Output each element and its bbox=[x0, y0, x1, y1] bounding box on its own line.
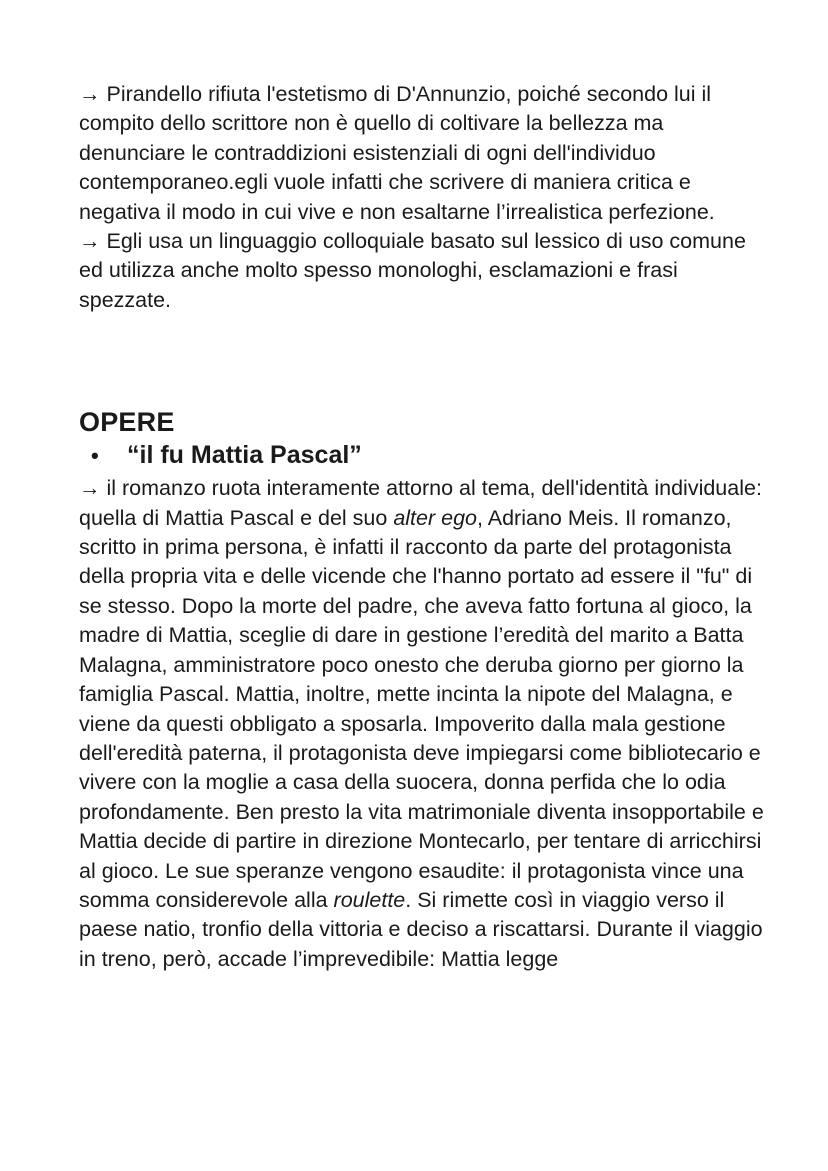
summary-emphasis-alter-ego: alter ego bbox=[393, 505, 477, 530]
summary-text-part-3: . Si rimette così in viaggio verso il paese natio, tronfio della vittoria e deciso a riscattarsi. Durante il viaggio in treno, però, accade l’imprevedibile: Mattia legge bbox=[79, 887, 763, 971]
summary-text-part-2: , Adriano Meis. Il romanzo, scritto in prima persona, è infatti il racconto da parte del protagonista della propria vita e delle vicende che l'hanno portato ad essere il "fu" di se stesso. Dopo la morte del padre, che aveva fatto fortuna al gioco, la madre di Mattia, sceglie di dare in gestione l’eredità del marito a Batta Malagna, amministratore poco onesto che deruba giorno per giorno la famiglia Pascal. Mattia, inoltre, mette incinta la nipote del Malagna, e viene da questi obbligato a sposarla. Impoverito dalla mala gestione dell'eredità paterna, il protagonista deve impiegarsi come bibliotecario e vivere con la moglie a casa della suocera, donna perfida che lo odia profondamente. Ben presto la vita matrimoniale diventa insopportabile e Mattia decide di partire in direzione Montecarlo, per tentare di arricchirsi al gioco. Le sue speranze vengono esaudite: il protagonista vince una somma considerevole alla bbox=[79, 505, 764, 912]
intro-paragraph-language: → Egli usa un linguaggio colloquiale basato sul lessico di uso comune ed utilizza anche molto spesso monologhi, esclamazioni e frasi spezzate. bbox=[79, 229, 746, 312]
work-title: “il fu Mattia Pascal” bbox=[127, 441, 362, 470]
work-summary-paragraph bbox=[79, 474, 769, 974]
intro-paragraph-aestheticism: → Pirandello rifiuta l'estetismo di D'Annunzio, poiché secondo lui il compito dello scrittore non è quello di coltivare la bellezza ma denunciare le contraddizioni esistenziali di ogni dell'individuo contemporaneo.egli vuole infatti che scrivere di maniera critica e negativa il modo in cui vive e non esaltarne l’irrealistica perfezione. bbox=[79, 82, 715, 224]
document-page bbox=[79, 80, 769, 974]
summary-text-part-1: → il romanzo ruota interamente attorno al tema, dell'identità individuale: quella di Mattia Pascal e del suo bbox=[79, 476, 762, 530]
work-list-item bbox=[79, 439, 769, 472]
bullet-icon: • bbox=[91, 443, 99, 469]
section-title-opere: OPERE bbox=[79, 407, 175, 438]
summary-emphasis-roulette: roulette bbox=[333, 887, 406, 912]
section-spacer bbox=[79, 315, 769, 405]
